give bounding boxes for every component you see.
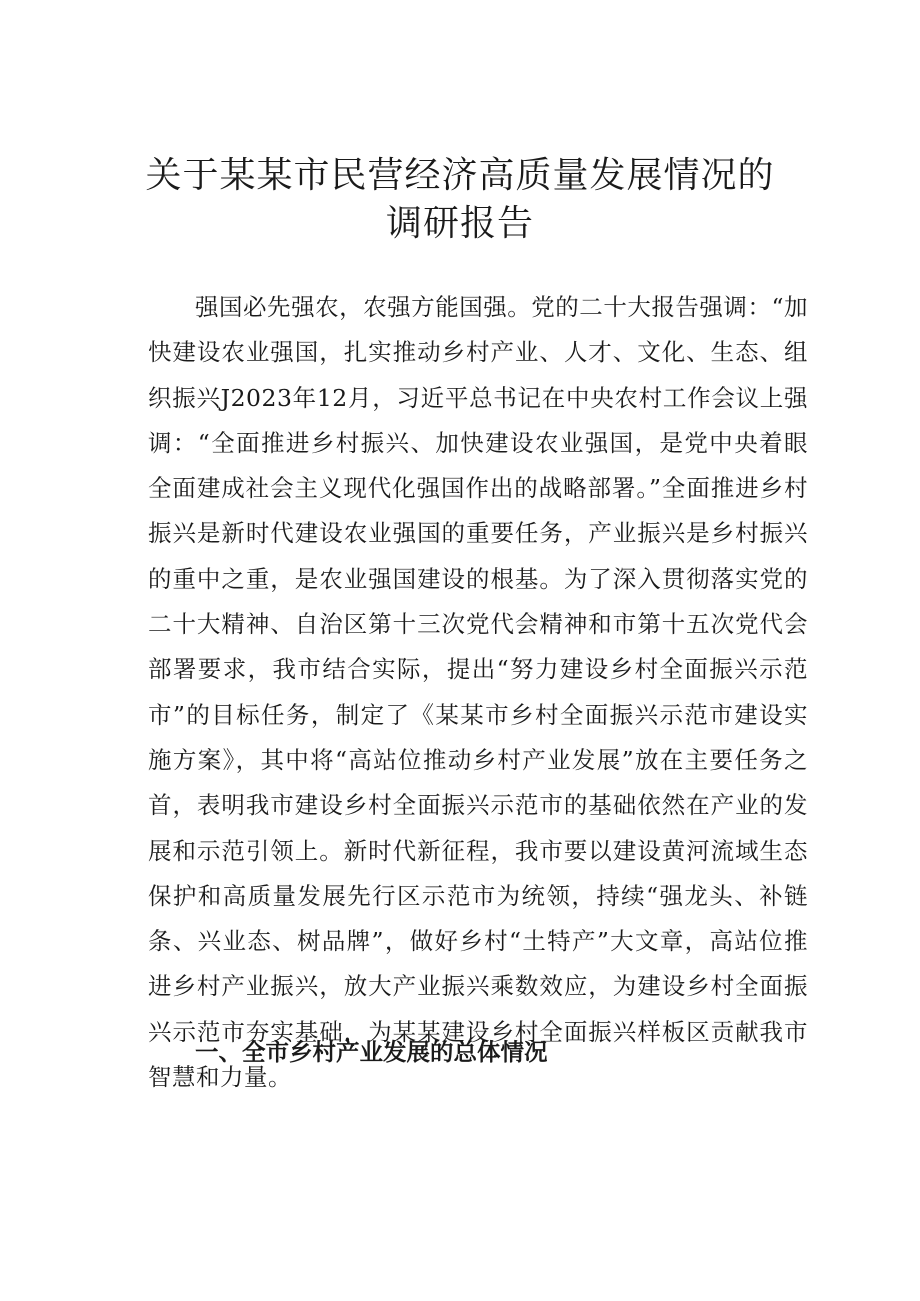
document-title-line-2: 调研报告	[385, 203, 534, 244]
section-heading: 一、全市乡村产业发展的总体情况	[195, 1038, 548, 1066]
document-title-line-1: 关于某某市民营经济高质量发展情况的	[145, 155, 775, 196]
body-paragraph: 强国必先强农，农强方能国强。党的二十大报告强调：“加快建设农业强国，扎实推动乡村产业、人才、文化、生态、组织振兴J2023年12月，习近平总书记在中央农村工作会议上强调：“全面推进乡村振兴、加快建设农业强国，是党中央着眼全面建成社会主义现代化强国作出的战略部署。”全面推进乡村振兴是新时代建设农业强国的重要任务，产业振兴是乡村振兴的重中之重，是农业强国建设的根基。为了深入贯彻落实党的二十大精神、自治区第十三次党代会精神和市第十五次党代会部署要求，我市结合实际，提出“努力建设乡村全面振兴示范市”的目标任务，制定了《某某市乡村全面振兴示范市建设实施方案》，其中将“高站位推动乡村产业发展”放在主要任务之首，表明我市建设乡村全面振兴示范市的基础依然在产业的发展和示范引领上。新时代新征程，我市要以建设黄河流域生态保护和高质量发展先行区示范市为统领，持续“强龙头、补链条、兴业态、树品牌”，做好乡村“土特产”大文章，高站位推进乡村产业振兴，放大产业振兴乘数效应，为建设乡村全面振兴示范市夯实基础，为某某建设乡村全面振兴样板区贡献我市智慧和力量。	[148, 293, 808, 1092]
